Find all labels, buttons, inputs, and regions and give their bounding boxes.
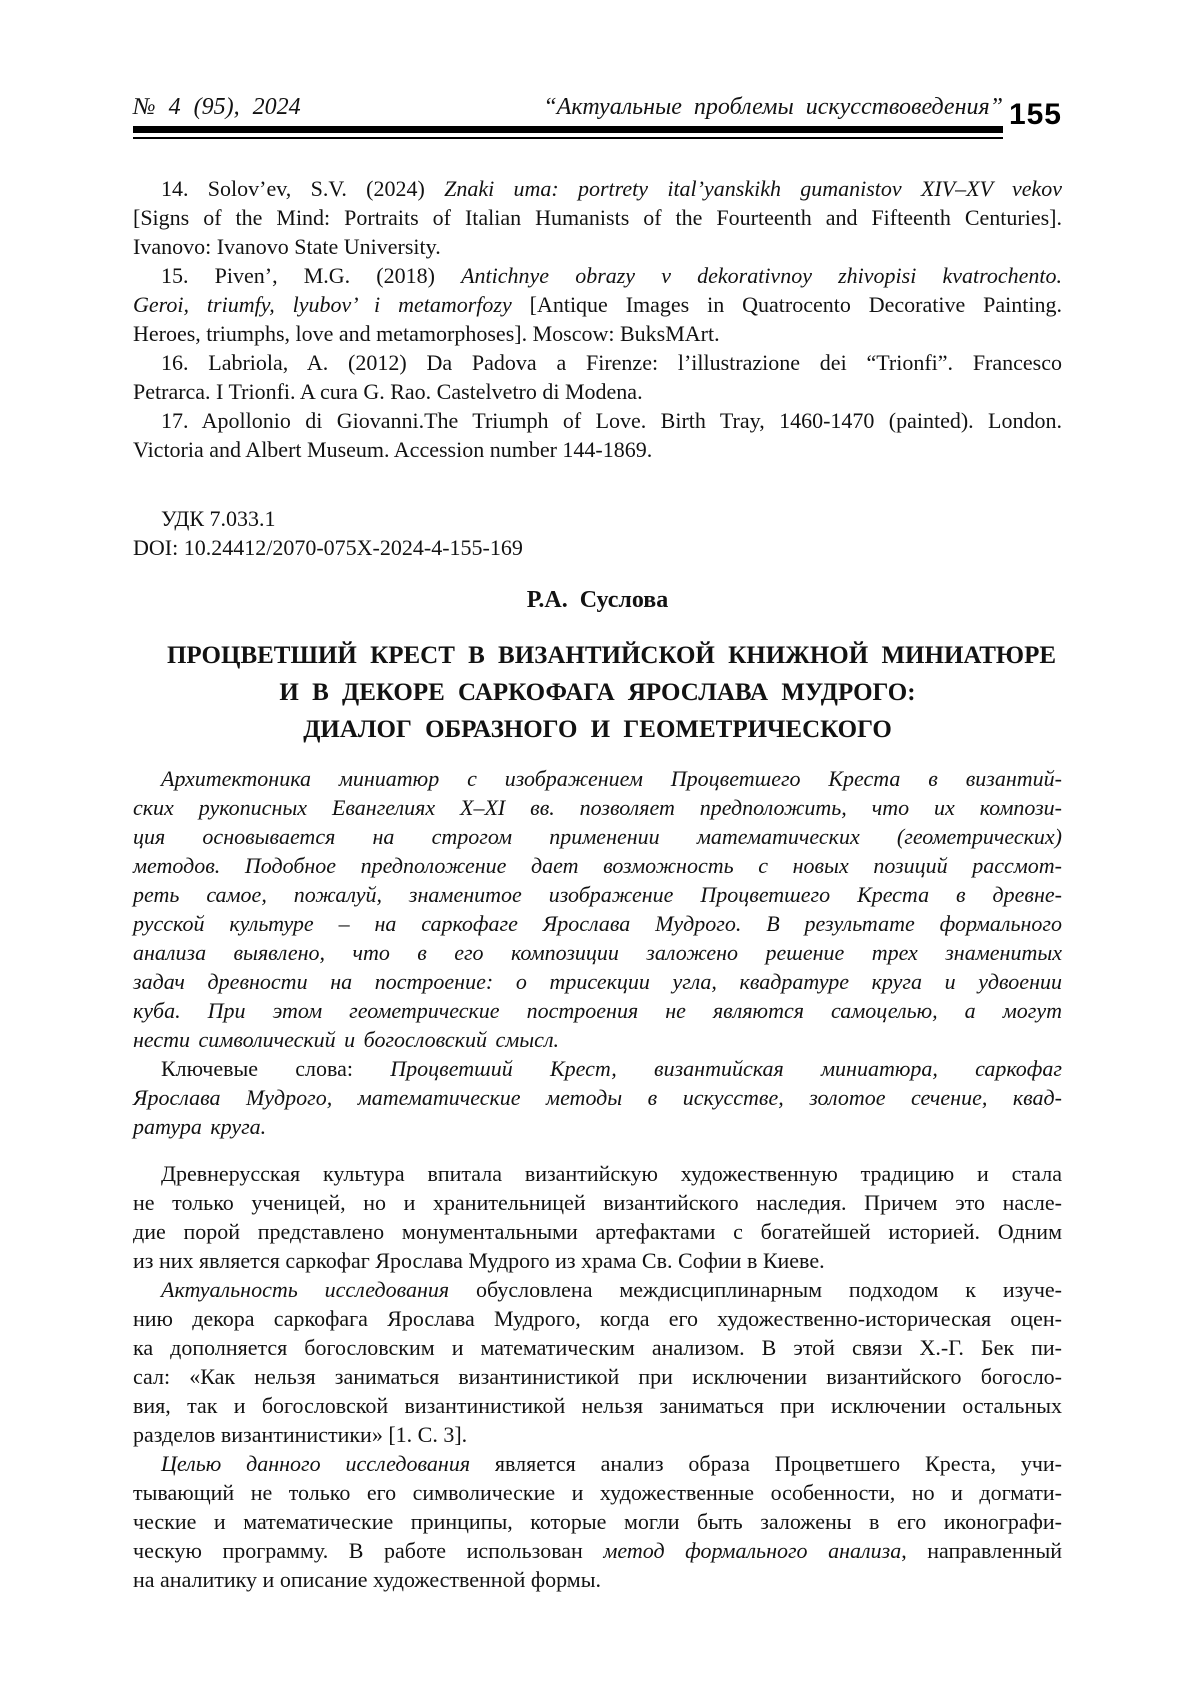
keywords-paragraph: Ключевые слова: Процветший Крест, византийская миниатюра, саркофаг Ярослава Мудрого, математические методы в искусстве, золотое сечение, квад- ратура круга. (133, 1056, 1062, 1139)
udk-doi-block: УДК 7.033.1 DOI: 10.24412/2070-075X-2024-4-155-169 (133, 506, 523, 560)
header-rule-thin (133, 137, 1003, 139)
references-section (133, 174, 1062, 464)
author-name: Р.А. Суслова (526, 587, 669, 613)
issue-label: № 4 (95), 2024 (133, 94, 301, 120)
reference-item-15: 15. Piven’, M.G. (2018) Antichnye obrazy v dekorativnoy zhivopisi kvatrochento. Geroi, triumfy, lyubov’ i metamorfozy [Antique Images in Quatrocento Decorative Painting. Heroes, triumphs, love and metamorphoses]. Moscow: BuksMArt. (133, 263, 1062, 346)
article-title: ПРОЦВЕТШИЙ КРЕСТ В ВИЗАНТИЙСКОЙ КНИЖНОЙ МИНИАТЮРЕ И В ДЕКОРЕ САРКОФАГА ЯРОСЛАВА МУДРОГО: ДИАЛОГ ОБРАЗНОГО И ГЕОМЕТРИЧЕСКОГО (166, 642, 1057, 743)
body-paragraph-3: Целью данного исследования является анализ образа Процветшего Креста, учи- тывающий не только его символические и художественные особенности, но и догмати- ческие и математические принципы, которые могли быть заложены в его иконографи- ческую программу. В работе использован метод формального анализа, направленный на аналитику и описание художественной формы. (133, 1451, 1063, 1592)
reference-item-17: 17. Apollonio di Giovanni.The Triumph of Love. Birth Tray, 1460-1470 (painted). London. Victoria and Albert Museum. Accession number 144-1869. (133, 408, 1062, 462)
header-rule-thick (133, 126, 1003, 133)
reference-item-16: 16. Labriola, A. (2012) Da Padova a Firenze: l’illustrazione dei “Trionfi”. Francesco Petrarca. I Trionfi. A cura G. Rao. Castelvetro di Modena. (133, 350, 1062, 404)
running-head (133, 92, 1003, 122)
abstract-paragraph: Архитектоника миниатюр с изображением Процветшего Креста в византий- ских рукописных Евангелиях X–XI вв. позволяет предположить, что их компози- ция основывается на строгом применении математических (геометрических) методов. Подобное предположение дает возможность с новых позиций рассмот- реть самое, пожалуй, знаменитое изображение Процветшего Креста в древне- русской культуре – на саркофаге Ярослава Мудрого. В результате формального анализа выявлено, что в его композиции заложено решение трех знаменитых задач древности на построение: о трисекции угла, квадратуре круга и удвоении куба. При этом геометрические построения не являются самоцелью, а могут нести символический и богословский смысл. (133, 766, 1062, 1052)
page-number: 155 (1008, 98, 1062, 131)
journal-title: “Актуальные проблемы искусствоведения” (543, 94, 1003, 120)
body-paragraph-1: Древнерусская культура впитала византийскую художественную традицию и стала не только ученицей, но и хранительницей византийского наследия. Причем это насле- дие порой представлено монументальными артефактами с богатейшей историей. Одним из них является саркофаг Ярослава Мудрого из храма Св. Софии в Киеве. (133, 1161, 1062, 1273)
header-rule (133, 126, 1003, 139)
abstract-section (133, 764, 1062, 1141)
article-body (133, 1159, 1062, 1594)
reference-item-14: 14. Solov’ev, S.V. (2024) Znaki uma: portrety ital’yanskikh gumanistov XIV–XV vekov [Signs of the Mind: Portraits of Italian Humanists of the Fourteenth and Fifteenth Centuries]. Ivanovo: Ivanovo State University. (133, 176, 1062, 259)
page-content (133, 92, 1062, 1594)
body-paragraph-2: Актуальность исследования обусловлена междисциплинарным подходом к изуче- нию декора саркофага Ярослава Мудрого, когда его художественно-историческая оцен- ка дополняется богословским и математическим анализом. В этой связи Х.-Г. Бек пи- сал: «Как нельзя заниматься византинистикой при исключении византийского богосло- вия, так и богословской византинистикой нельзя заниматься при исключении остальных разделов византинистики» [1. С. 3]. (133, 1277, 1062, 1447)
